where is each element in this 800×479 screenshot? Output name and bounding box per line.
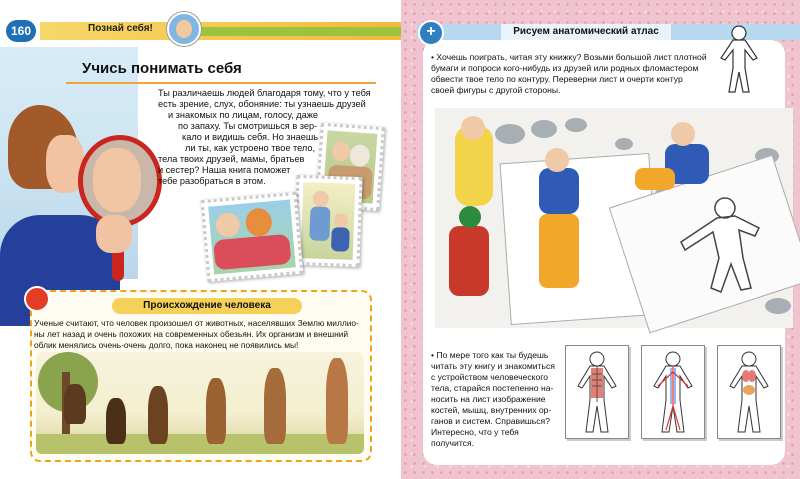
traced-body-outline <box>655 188 775 298</box>
atlas-line: читать эту книгу и знакомиться <box>431 361 555 371</box>
kid-face-icon <box>167 12 201 46</box>
tracing-boy-figure <box>449 226 489 296</box>
evolution-line: облик менялись очень-очень долго, пока наконец не появились мы! <box>34 340 299 350</box>
body-outline-icon <box>713 22 765 96</box>
right-page <box>401 0 800 479</box>
evolution-line: ны лет назад и очень похожих на современных обезьян. Их организм и внешний <box>34 329 349 339</box>
atlas-line: Интересно, что у тебя <box>431 427 519 437</box>
atlas-line: получится. <box>431 438 475 448</box>
intro-line: и знакомых по лицам, голосу, даже <box>168 110 319 120</box>
family-stamp-siblings <box>293 175 362 267</box>
section-label: Познай себя! <box>88 23 153 34</box>
atlas-line: носить на лист изображение <box>431 394 546 404</box>
instruction-line: своей фигуры с другой стороны. <box>431 85 561 95</box>
header-green-bar <box>190 27 401 36</box>
mirror-icon <box>78 135 162 227</box>
intro-line: тела твоих друзей, мамы, братьев <box>158 154 305 164</box>
atlas-line: с устройством человеческого <box>431 372 548 382</box>
page-number: 160 <box>6 20 36 42</box>
atlas-line: • По мере того как ты будешь <box>431 350 549 360</box>
family-stamp-parents <box>201 192 304 282</box>
lying-boy-figure <box>539 168 579 214</box>
anatomy-sheet-circulatory <box>641 345 705 439</box>
instruction-line: обвести твое тело по контуру. Переверни лист и очерти контур <box>431 74 683 84</box>
plus-icon: + <box>418 20 444 46</box>
anatomy-sheet-organs <box>717 345 781 439</box>
hand-icon <box>24 286 50 312</box>
intro-line: Ты различаешь людей благодаря тому, что у тебя <box>158 88 371 98</box>
title-underline <box>66 82 376 84</box>
intro-line: тебе разобраться в этом. <box>158 176 266 186</box>
anatomy-sheet-skeleton <box>565 345 629 439</box>
intro-line: кало и видишь себя. Но знаешь <box>182 132 319 142</box>
atlas-line: ганов и систем. Справишься? <box>431 416 550 426</box>
section-header-band <box>40 22 401 40</box>
instruction-line: • Хочешь поиграть, читая эту книжку? Возьми большой лист плотной <box>431 52 707 62</box>
kids-tracing-illustration <box>435 108 793 328</box>
atlas-line: тела, старайся постепенно на- <box>431 383 554 393</box>
atlas-line: костей, мышц, внутренних ор- <box>431 405 552 415</box>
intro-line: по запаху. Ты смотришься в зер- <box>178 121 318 131</box>
intro-line: есть зрение, слух, обоняние: ты узнаешь друзей <box>158 99 366 109</box>
evolution-title: Происхождение человека <box>112 298 302 314</box>
instruction-line: бумаги и попроси кого-нибудь из друзей или родных фломастером <box>431 63 699 73</box>
evolution-line: Ученые считают, что человек произошел от животных, населявших Землю миллио- <box>34 318 359 328</box>
page-title: Учись понимать себя <box>82 60 242 77</box>
evolution-illustration <box>36 352 364 454</box>
intro-line: и сестер? Наша книга поможет <box>158 165 291 175</box>
evolution-box <box>30 290 372 462</box>
right-title: Рисуем анатомический атлас <box>501 24 671 40</box>
intro-line: ли ты, как устроено твое тело, <box>185 143 316 153</box>
